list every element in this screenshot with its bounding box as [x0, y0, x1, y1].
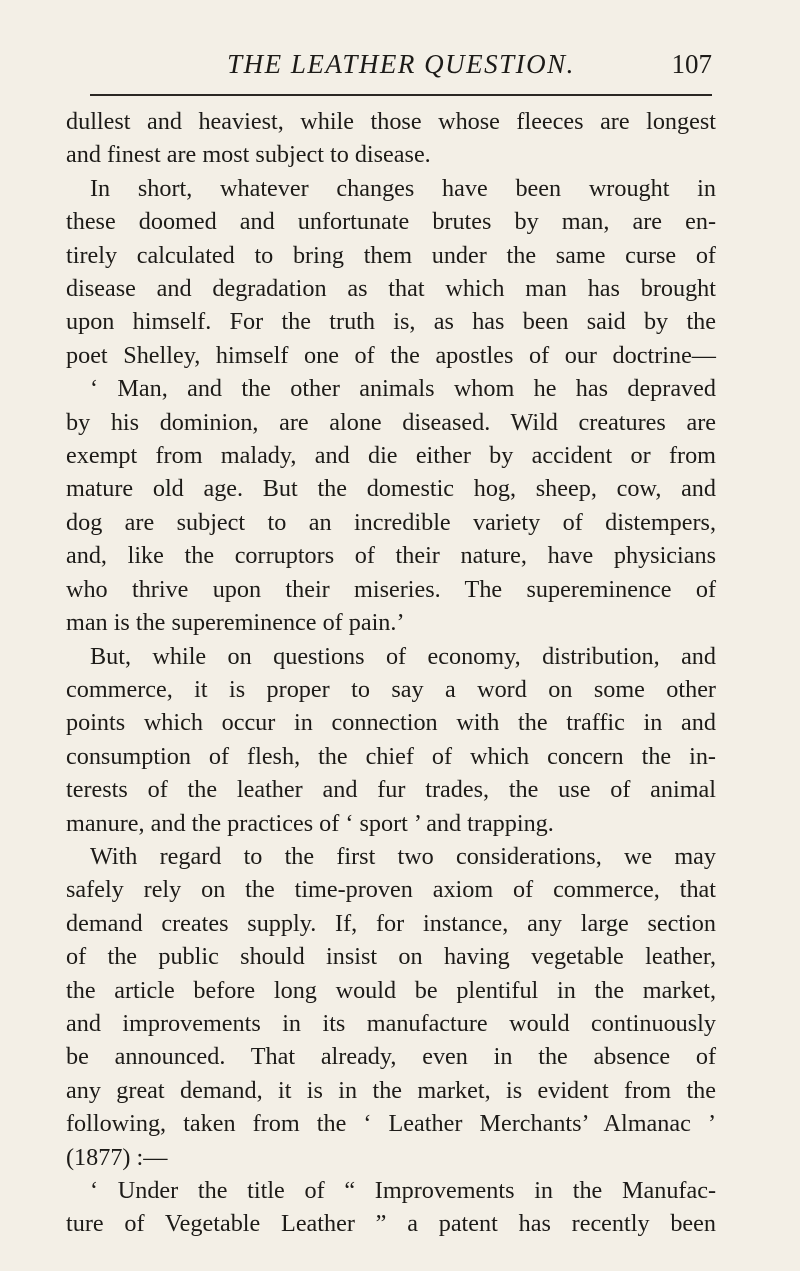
text-line: upon himself. For the truth is, as has been said by the	[66, 308, 716, 336]
text-line: ‘ Man, and the other animals whom he has depraved	[90, 375, 716, 403]
text-line: the article before long would be plentiful in the market,	[66, 976, 716, 1004]
text-line: consumption of flesh, the chief of which concern the in-	[66, 742, 716, 770]
text-line: ‘ Under the title of “ Improvements in the Manufac-	[90, 1177, 716, 1204]
text-line: poet Shelley, himself one of the apostles of our doctrine—	[66, 341, 716, 369]
page-header	[90, 48, 712, 92]
page-number: 107	[671, 49, 712, 79]
header-rule	[90, 94, 712, 96]
text-line: ture of Vegetable Leather ” a patent has recently been	[66, 1210, 716, 1238]
text-line: dullest and heaviest, while those whose fleeces are longest	[66, 108, 716, 135]
text-line: by his dominion, are alone diseased. Wild creatures are	[66, 408, 716, 436]
text-line: these doomed and unfortunate brutes by man, are en-	[66, 208, 716, 236]
text-line: mature old age. But the domestic hog, sheep, cow, and	[66, 475, 716, 503]
text-line: (1877) :—	[66, 1143, 168, 1171]
text-line: who thrive upon their miseries. The supereminence of	[66, 575, 716, 603]
text-line: of the public should insist on having vegetable leather,	[66, 943, 716, 971]
text-line: any great demand, it is in the market, is evident from the	[66, 1076, 716, 1104]
text-line: With regard to the first two considerations, we may	[90, 842, 716, 870]
text-line: tirely calculated to bring them under the same curse of	[66, 241, 716, 269]
text-line: dog are subject to an incredible variety of distempers,	[66, 508, 716, 536]
text-line: safely rely on the time-proven axiom of commerce, that	[66, 876, 716, 904]
text-line: man is the supereminence of pain.’	[66, 609, 405, 637]
text-line: points which occur in connection with the traffic in and	[66, 709, 716, 737]
text-line: exempt from malady, and die either by accident or from	[66, 442, 716, 470]
text-line: demand creates supply. If, for instance, any large section	[66, 909, 716, 937]
text-line: and finest are most subject to disease.	[66, 141, 431, 169]
text-line: terests of the leather and fur trades, the use of animal	[66, 776, 716, 804]
text-line: be announced. That already, even in the absence of	[66, 1043, 716, 1071]
text-line: In short, whatever changes have been wrought in	[90, 174, 716, 202]
text-line: commerce, it is proper to say a word on some other	[66, 675, 716, 703]
text-line: manure, and the practices of ‘ sport ’ and trapping.	[66, 809, 554, 837]
text-line: disease and degradation as that which man has brought	[66, 275, 716, 303]
running-title: THE LEATHER QUESTION.	[227, 49, 575, 79]
text-line: But, while on questions of economy, distribution, and	[90, 642, 716, 670]
body-text	[66, 105, 716, 1241]
text-line: and, like the corruptors of their nature, have physicians	[66, 542, 716, 570]
text-line: and improvements in its manufacture would continuously	[66, 1009, 716, 1037]
text-line: following, taken from the ‘ Leather Merchants’ Almanac ’	[66, 1110, 716, 1138]
